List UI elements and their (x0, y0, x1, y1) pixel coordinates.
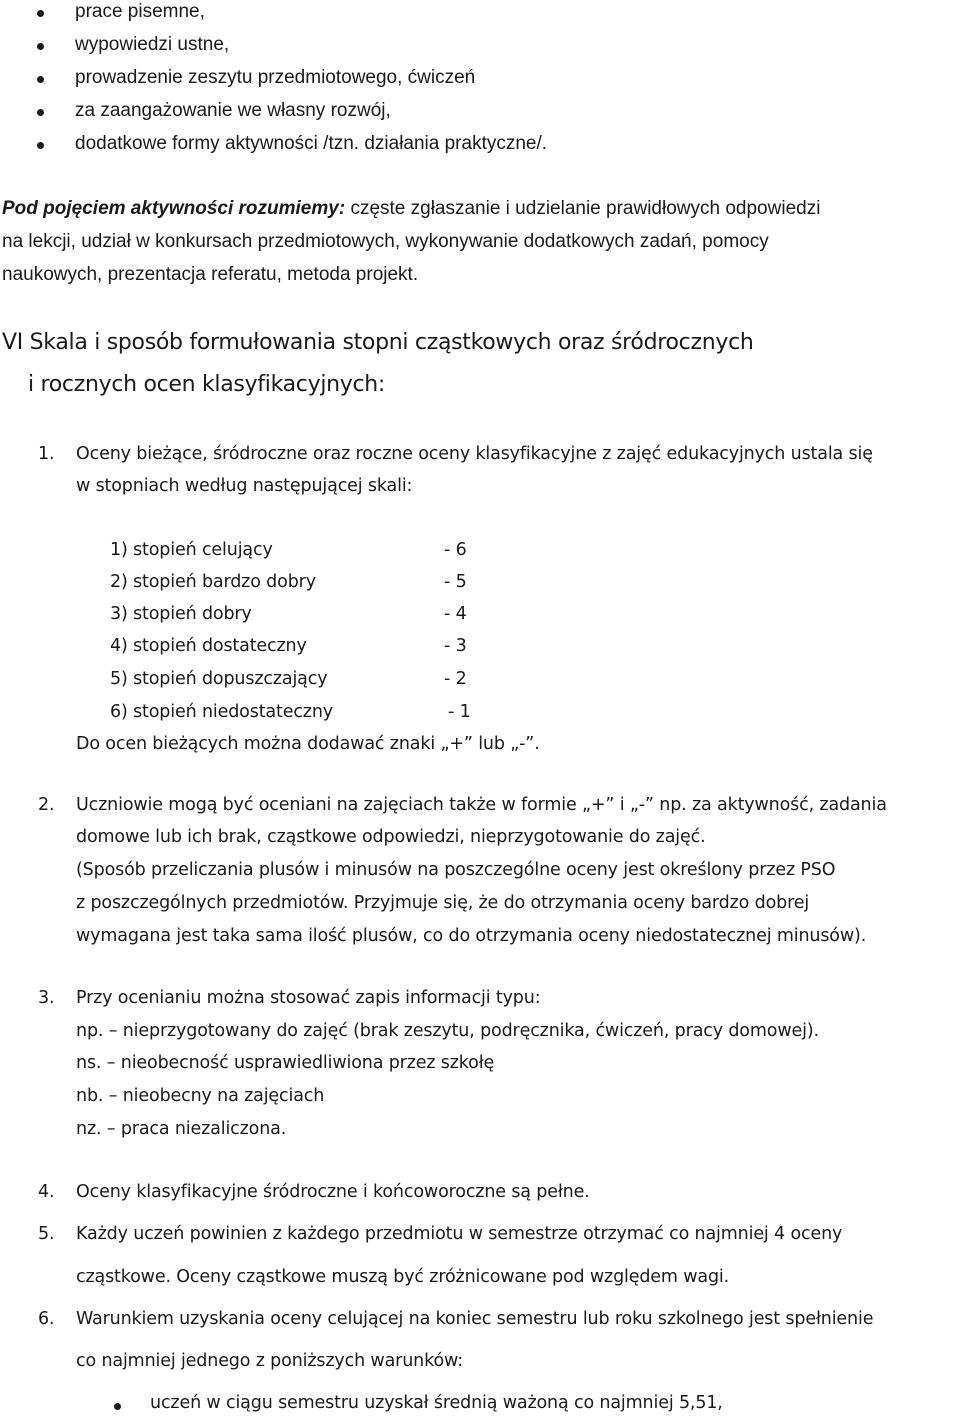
paragraph-line: (Sposób przeliczania plusów i minusów na poszczególne oceny jest określony przez PSO (76, 860, 836, 880)
bullet-icon (37, 109, 44, 116)
activity-line1-rest: częste zgłaszanie i udzielanie prawidłowych odpowiedzi (350, 198, 821, 219)
grade-value: - 5 (444, 572, 467, 592)
grade-value: - 2 (444, 669, 467, 689)
list-item: dodatkowe formy aktywności /tzn. działania praktyczne/. (75, 133, 548, 154)
abbrev-item: nz. – praca niezaliczona. (76, 1119, 287, 1139)
grade-label: 6) stopień niedostateczny (110, 702, 333, 722)
list-item: prowadzenie zeszytu przedmiotowego, ćwiczeń (75, 67, 476, 88)
paragraph-line: Każdy uczeń powinien z każdego przedmiotu w semestrze otrzymać co najmniej 4 oceny (76, 1224, 843, 1244)
bullet-icon (37, 142, 44, 149)
abbrev-item: ns. – nieobecność usprawiedliwiona przez szkołę (76, 1053, 495, 1073)
paragraph-line: Uczniowie mogą być oceniani na zajęciach także w formie „+” i „-” np. za aktywność, zadania (76, 795, 887, 815)
list-item: wypowiedzi ustne, (75, 34, 230, 55)
grade-value: - 4 (444, 604, 467, 624)
paragraph-line: Przy ocenianiu można stosować zapis informacji typu: (76, 988, 541, 1008)
bullet-icon (37, 76, 44, 83)
point-number: 2. (38, 795, 55, 815)
paragraph-line: domowe lub ich brak, cząstkowe odpowiedzi, nieprzygotowanie do zajęć. (76, 827, 706, 847)
point-number: 6. (38, 1309, 55, 1329)
point-number: 3. (38, 988, 55, 1008)
paragraph-line: co najmniej jednego z poniższych warunków: (76, 1351, 463, 1371)
point-number: 4. (38, 1182, 55, 1202)
paragraph-line: Oceny klasyfikacyjne śródroczne i końcoworoczne są pełne. (76, 1182, 590, 1202)
list-item: za zaangażowanie we własny rozwój, (75, 100, 391, 121)
bullet-icon (114, 1403, 121, 1410)
paragraph-line: Warunkiem uzyskania oceny celującej na koniec semestru lub roku szkolnego jest spełnienie (76, 1309, 874, 1329)
paragraph-line: wymagana jest taka sama ilość plusów, co do otrzymania oceny niedostatecznej minusów). (76, 926, 867, 946)
list-item: prace pisemne, (75, 1, 205, 22)
section-heading-line2: i rocznych ocen klasyfikacyjnych: (28, 372, 386, 397)
grade-value: - 3 (444, 636, 467, 656)
paragraph-line (2, 198, 949, 220)
point-number: 5. (38, 1224, 55, 1244)
grade-value: - 6 (444, 540, 467, 560)
grade-label: 1) stopień celujący (110, 540, 273, 560)
point-number: 1. (38, 444, 55, 464)
paragraph-line: naukowych, prezentacja referatu, metoda projekt. (2, 264, 419, 285)
grade-label: 2) stopień bardzo dobry (110, 572, 316, 592)
grade-value: - 1 (448, 702, 471, 722)
list-item: uczeń w ciągu semestru uzyskał średnią ważoną co najmniej 5,51, (150, 1393, 723, 1413)
grade-label: 5) stopień dopuszczający (110, 669, 328, 689)
paragraph-line: na lekcji, udział w konkursach przedmiotowych, wykonywanie dodatkowych zadań, pomocy (2, 231, 769, 252)
grade-label: 3) stopień dobry (110, 604, 252, 624)
abbrev-item: np. – nieprzygotowany do zajęć (brak zeszytu, podręcznika, ćwiczeń, pracy domowej). (76, 1021, 819, 1041)
abbrev-item: nb. – nieobecny na zajęciach (76, 1086, 325, 1106)
section-heading-line1: VI Skala i sposób formułowania stopni cząstkowych oraz śródrocznych (2, 330, 754, 355)
grade-label: 4) stopień dostateczny (110, 636, 307, 656)
grades-note: Do ocen bieżących można dodawać znaki „+” lub „-”. (76, 734, 540, 754)
paragraph-line: z poszczególnych przedmiotów. Przyjmuje się, że do otrzymania oceny bardzo dobrej (76, 893, 810, 913)
paragraph-line: w stopniach według następującej skali: (76, 476, 413, 496)
paragraph-line: Oceny bieżące, śródroczne oraz roczne oceny klasyfikacyjne z zajęć edukacyjnych ustala się (76, 444, 873, 464)
bullet-icon (37, 10, 44, 17)
paragraph-line: cząstkowe. Oceny cząstkowe muszą być zróżnicowane pod względem wagi. (76, 1267, 730, 1287)
bullet-icon (37, 43, 44, 50)
activity-lead: Pod pojęciem aktywności rozumiemy: (2, 198, 346, 219)
